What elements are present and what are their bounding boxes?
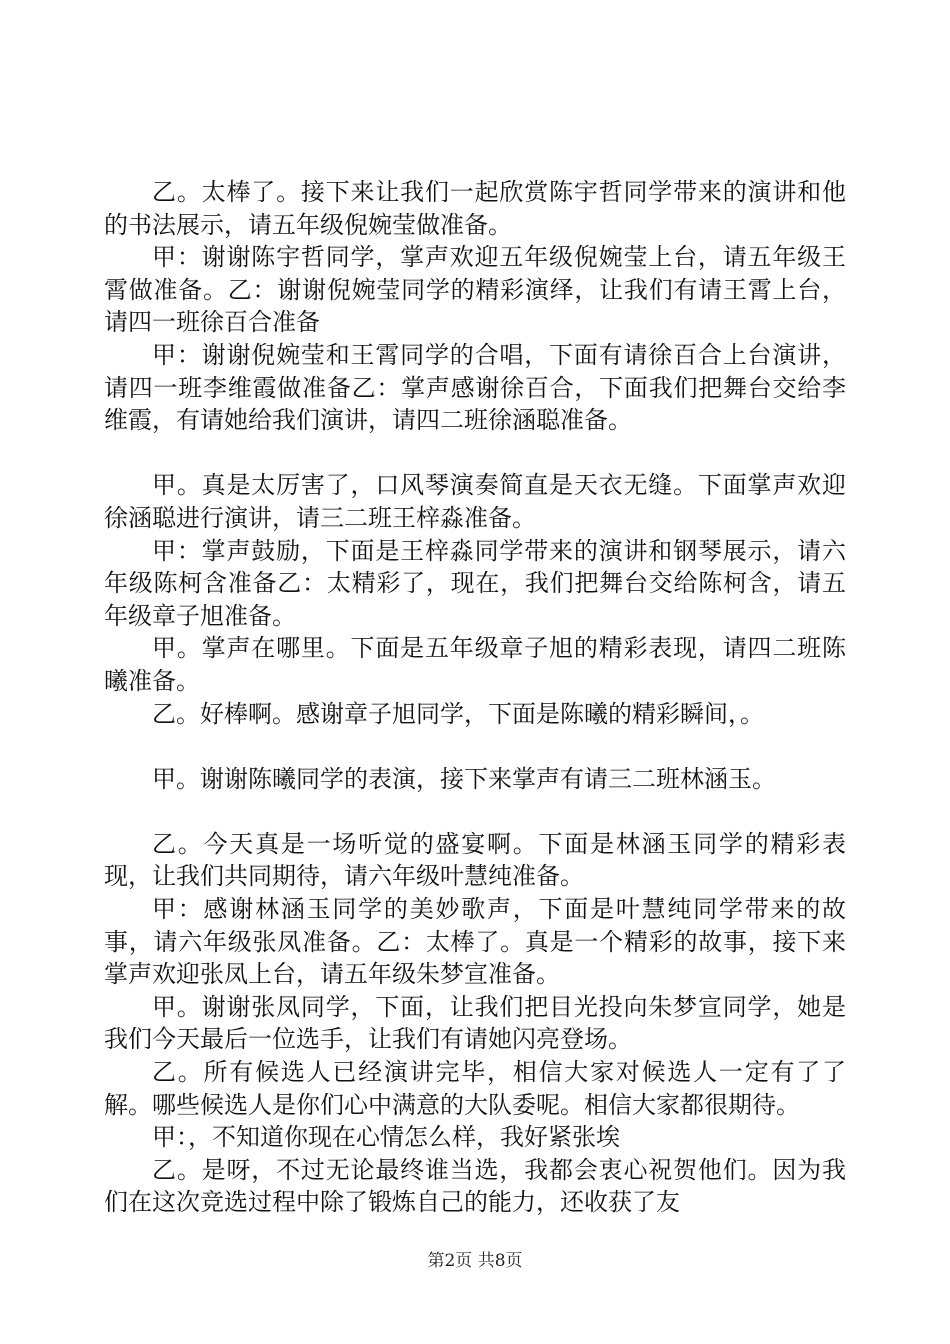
paragraph: 甲。谢谢陈曦同学的表演，接下来掌声有请三二班林涵玉。 [152, 764, 776, 793]
paragraph: 乙。是呀，不过无论最终谁当选，我都会衷心祝贺他们。因为我们在这次竞选过程中除了锻炼自己的能力，还收获了友 [104, 1155, 846, 1217]
paragraph: 乙。所有候选人已经演讲完毕，相信大家对候选人一定有了了解。哪些候选人是你们心中满意的大队委呢。相信大家都很期待。 [104, 1058, 846, 1119]
paragraph: 乙。好棒啊。感谢章子旭同学，下面是陈曦的精彩瞬间，。 [152, 699, 764, 728]
paragraph: 甲：谢谢倪婉莹和王霄同学的合唱，下面有请徐百合上台演讲，请四一班李维霞做准备乙：掌声感谢徐百合，下面我们把舞台交给李维霞，有请她给我们演讲，请四二班徐涵聪准备。 [104, 340, 846, 435]
paragraph: 甲：，不知道你现在心情怎么样，我好紧张埃 [152, 1123, 620, 1152]
paragraph: 甲。谢谢张凤同学，下面，让我们把目光投向朱梦宣同学，她是我们今天最后一位选手，让我们有请她闪亮登场。 [104, 992, 846, 1054]
paragraph: 甲：感谢林涵玉同学的美妙歌声，下面是叶慧纯同学带来的故事，请六年级张凤准备。乙：太棒了。真是一个精彩的故事，接下来掌声欢迎张凤上台，请五年级朱梦宣准备。 [104, 895, 846, 989]
paragraph: 乙。今天真是一场听觉的盛宴啊。下面是林涵玉同学的精彩表现，让我们共同期待，请六年级叶慧纯准备。 [104, 829, 846, 891]
paragraph: 甲：谢谢陈宇哲同学，掌声欢迎五年级倪婉莹上台，请五年级王霄做准备。乙：谢谢倪婉莹同学的精彩演绎，让我们有请王霄上台，请四一班徐百合准备 [104, 243, 846, 337]
document-body [104, 176, 846, 1219]
paragraph: 甲。真是太厉害了，口风琴演奏简直是天衣无缝。下面掌声欢迎徐涵聪进行演讲，请三二班王梓淼准备。 [104, 471, 846, 532]
paragraph: 甲。掌声在哪里。下面是五年级章子旭的精彩表现，请四二班陈曦准备。 [104, 634, 846, 695]
paragraph: 甲：掌声鼓励，下面是王梓淼同学带来的演讲和钢琴展示，请六年级陈柯含准备乙：太精彩了，现在，我们把舞台交给陈柯含，请五年级章子旭准备。 [104, 536, 846, 630]
page-number-footer: 第2页 共8页 [427, 1251, 523, 1271]
paragraph: 乙。太棒了。接下来让我们一起欣赏陈宇哲同学带来的演讲和他的书法展示，请五年级倪婉莹做准备。 [104, 178, 846, 239]
